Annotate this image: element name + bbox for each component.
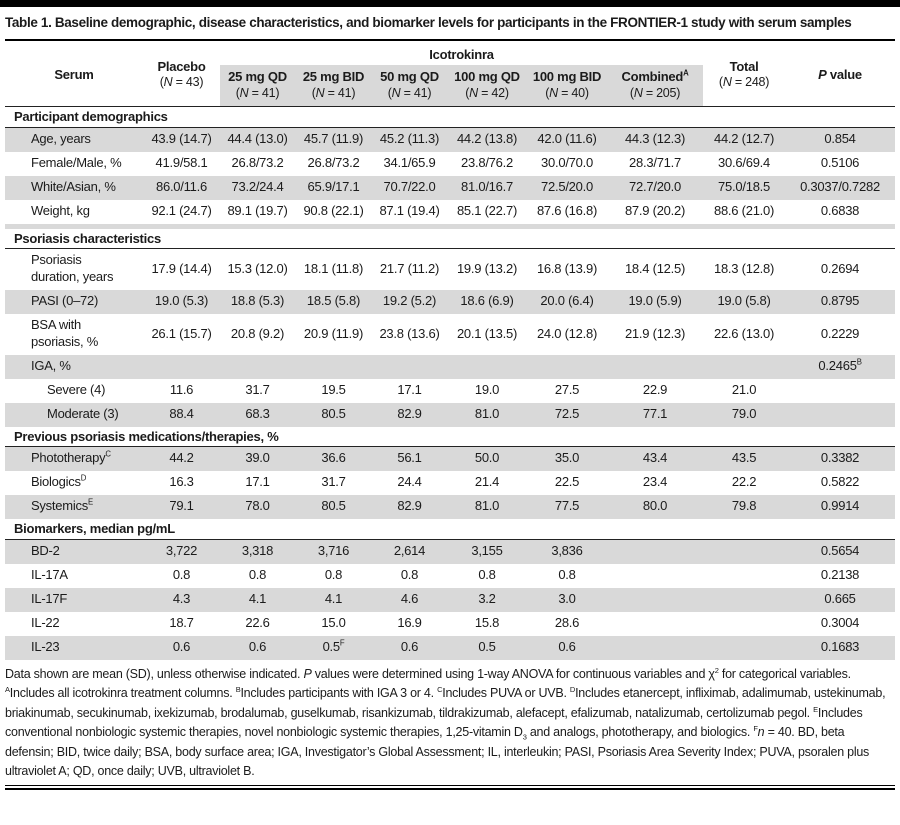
col-n: (N = 41) <box>235 85 280 100</box>
cell: 18.1 (11.8) <box>303 260 364 276</box>
col-header-100qd <box>447 65 527 106</box>
cell: 3.0 <box>527 588 607 612</box>
cell: 44.2 (12.7) <box>703 128 785 152</box>
cell: 87.6 (16.8) <box>536 202 598 218</box>
cell: 22.2 <box>731 474 757 490</box>
cell: 89.1 (19.7) <box>227 202 288 218</box>
p-value-cell: 0.2229 <box>820 325 860 341</box>
cell: 0.6 <box>372 636 447 660</box>
col-n: (N = 43) <box>159 75 204 90</box>
cell <box>607 564 703 588</box>
p-value-cell: 0.2138 <box>820 566 860 582</box>
cell: 17.9 (14.4) <box>151 260 212 276</box>
col-header-50qd <box>372 65 447 106</box>
row-label: Phototherapy$^C$ <box>5 447 143 471</box>
table-body <box>5 107 895 660</box>
table-row <box>5 471 895 495</box>
cell: 3.2 <box>447 588 527 612</box>
cell: 30.6/69.4 <box>718 154 771 170</box>
cell <box>220 355 295 379</box>
col-label: Combined$^A$ <box>621 68 689 85</box>
table-row <box>5 495 895 519</box>
cell: 44.4 (13.0) <box>220 128 295 152</box>
col-n: (N = 42) <box>465 85 509 100</box>
cell <box>372 355 447 379</box>
title-rule <box>5 39 895 41</box>
col-label: 100 mg QD <box>454 69 520 85</box>
cell: 87.9 (20.2) <box>624 202 686 218</box>
cell: 26.8/73.2 <box>231 154 284 170</box>
cell <box>527 355 607 379</box>
cell: 24.0 (12.8) <box>536 325 598 341</box>
col-label: 25 mg QD <box>228 69 287 85</box>
cell <box>607 355 703 379</box>
p-value-cell: 0.3037/0.7282 <box>785 176 895 200</box>
cell <box>703 636 785 660</box>
cell: 15.0 <box>321 614 346 630</box>
table-row <box>5 403 895 427</box>
col-n: (N = 248) <box>718 75 770 90</box>
cell: $0.5^F$ <box>295 636 372 660</box>
cell: 22.9 <box>642 381 668 397</box>
p-value-cell: 0.5106 <box>820 154 860 170</box>
p-value-cell <box>785 379 895 403</box>
cell: 3,318 <box>220 540 295 564</box>
cell: 19.5 <box>321 381 346 397</box>
cell: 20.9 (11.9) <box>303 325 364 341</box>
cell: 18.5 (5.8) <box>295 290 372 314</box>
cell: 65.9/17.1 <box>295 176 372 200</box>
cell: 22.6 <box>245 614 270 630</box>
section-title: Psoriasis characteristics <box>5 229 895 249</box>
cell: 0.5 <box>447 636 527 660</box>
col-header-25bid <box>295 65 372 106</box>
cell: 85.1 (22.7) <box>456 202 518 218</box>
cell <box>703 355 785 379</box>
table-row <box>5 540 895 564</box>
cell: 28.3/71.7 <box>629 154 681 170</box>
p-value-cell: 0.6838 <box>820 202 860 218</box>
cell: 23.8/76.2 <box>461 154 513 170</box>
p-value-cell <box>785 403 895 427</box>
row-label: Weight, kg <box>31 202 90 218</box>
cell: 27.5 <box>554 381 580 397</box>
table-row <box>5 564 895 588</box>
cell: 79.8 <box>703 495 785 519</box>
cell: 81.0 <box>447 495 527 519</box>
cell: 72.5 <box>527 403 607 427</box>
cell: 21.7 (11.2) <box>379 260 440 276</box>
p-value-cell: 0.9914 <box>785 495 895 519</box>
cell: 18.4 (12.5) <box>624 260 686 276</box>
col-header-p-value: P value <box>785 44 895 107</box>
cell <box>143 355 220 379</box>
row-label: Systemics$^E$ <box>5 495 143 519</box>
row-label: Moderate (3) <box>5 403 143 427</box>
cell: 73.2/24.4 <box>220 176 295 200</box>
col-label: Total <box>729 59 759 75</box>
cell: 42.0 (11.6) <box>527 128 607 152</box>
cell: 87.1 (19.4) <box>379 202 440 218</box>
p-value-cell: 0.3382 <box>785 447 895 471</box>
cell: 45.2 (11.3) <box>372 128 447 152</box>
table-row <box>5 176 895 200</box>
table-row <box>5 588 895 612</box>
cell: 79.1 <box>143 495 220 519</box>
cell: 0.8 <box>324 566 343 582</box>
cell: 31.7 <box>321 474 346 490</box>
cell: 44.3 (12.3) <box>607 128 703 152</box>
cell: 43.5 <box>703 447 785 471</box>
cell: 0.8 <box>478 566 496 582</box>
cell: 23.4 <box>642 474 668 490</box>
p-value-cell: 0.5822 <box>820 474 860 490</box>
cell: 80.5 <box>295 495 372 519</box>
cell: 3,716 <box>295 540 372 564</box>
cell: 4.1 <box>295 588 372 612</box>
group-header-icotrokinra: Icotrokinra <box>429 47 494 62</box>
table-row <box>5 128 895 152</box>
cell: 23.8 (13.6) <box>379 325 440 341</box>
cell: 72.7/20.0 <box>607 176 703 200</box>
cell: 28.6 <box>554 614 580 630</box>
p-value-cell: 0.1683 <box>785 636 895 660</box>
cell: 4.6 <box>372 588 447 612</box>
table-row <box>5 612 895 636</box>
row-label: Severe (4) <box>47 381 106 397</box>
top-rule-bar <box>0 0 900 7</box>
cell: 88.6 (21.0) <box>713 202 775 218</box>
cell: 19.0 <box>474 381 500 397</box>
table-header <box>5 44 895 107</box>
p-value-cell: 0.5654 <box>785 540 895 564</box>
cell: 43.4 <box>607 447 703 471</box>
cell: 44.2 <box>143 447 220 471</box>
cell: 45.7 (11.9) <box>295 128 372 152</box>
table-row <box>5 152 895 176</box>
cell: 0.8 <box>400 566 419 582</box>
cell <box>607 636 703 660</box>
col-label: 25 mg BID <box>302 69 365 85</box>
section-header-row <box>5 229 895 249</box>
col-label: Placebo <box>157 59 206 75</box>
row-label: Female/Male, % <box>31 154 122 170</box>
col-header-combined <box>607 65 703 106</box>
cell: 19.9 (13.2) <box>456 260 518 276</box>
cell: 56.1 <box>372 447 447 471</box>
cell: 81.0 <box>447 403 527 427</box>
page <box>0 15 900 790</box>
col-header-placebo <box>143 44 220 107</box>
baseline-characteristics-table <box>5 44 895 660</box>
p-value-cell: 0.3004 <box>820 614 860 630</box>
table-row <box>5 249 895 290</box>
cell <box>607 540 703 564</box>
cell: 0.6 <box>220 636 295 660</box>
cell <box>703 612 785 636</box>
cell <box>703 540 785 564</box>
bottom-rule <box>5 785 895 790</box>
cell: 44.2 (13.8) <box>447 128 527 152</box>
cell: 17.1 <box>397 381 422 397</box>
cell: 77.5 <box>527 495 607 519</box>
cell <box>703 564 785 588</box>
cell: 90.8 (22.1) <box>303 202 364 218</box>
cell: 11.6 <box>169 381 194 397</box>
cell: 21.4 <box>474 474 500 490</box>
table-row <box>5 290 895 314</box>
section-header-row <box>5 427 895 447</box>
cell: 68.3 <box>220 403 295 427</box>
cell: 20.0 (6.4) <box>527 290 607 314</box>
table-row <box>5 636 895 660</box>
cell: 3,155 <box>447 540 527 564</box>
cell: 79.0 <box>703 403 785 427</box>
row-label: White/Asian, % <box>5 176 143 200</box>
cell: 19.2 (5.2) <box>372 290 447 314</box>
row-label: IL-23 <box>5 636 143 660</box>
row-label: IL-17A <box>31 566 68 582</box>
cell: 16.3 <box>169 474 194 490</box>
cell: 22.6 (13.0) <box>713 325 775 341</box>
col-header-total <box>703 44 785 107</box>
cell: 39.0 <box>220 447 295 471</box>
cell: 86.0/11.6 <box>143 176 220 200</box>
p-value-cell: 0.2694 <box>820 260 860 276</box>
row-label: BSA with psoriasis, % <box>31 317 99 350</box>
cell: 18.7 <box>169 614 194 630</box>
cell: 19.0 (5.9) <box>607 290 703 314</box>
cell: 75.0/18.5 <box>703 176 785 200</box>
cell: 41.9/58.1 <box>155 154 208 170</box>
cell: 15.3 (12.0) <box>227 260 288 276</box>
cell: 0.6 <box>527 636 607 660</box>
cell: 3,836 <box>527 540 607 564</box>
cell: 43.9 (14.7) <box>143 128 220 152</box>
table-row <box>5 447 895 471</box>
table-row <box>5 355 895 379</box>
cell: 3,722 <box>143 540 220 564</box>
table-row <box>5 314 895 355</box>
row-label: PASI (0–72) <box>5 290 143 314</box>
cell <box>447 355 527 379</box>
cell: 92.1 (24.7) <box>151 202 212 218</box>
section-header-row <box>5 107 895 128</box>
cell: 50.0 <box>447 447 527 471</box>
cell: 72.5/20.0 <box>527 176 607 200</box>
col-n: (N = 41) <box>311 85 356 100</box>
cell: 78.0 <box>220 495 295 519</box>
section-title: Participant demographics <box>5 107 895 128</box>
section-title: Biomarkers, median pg/mL <box>5 519 895 539</box>
cell: 77.1 <box>607 403 703 427</box>
p-value-cell: 0.665 <box>785 588 895 612</box>
cell: 35.0 <box>527 447 607 471</box>
cell: 2,614 <box>372 540 447 564</box>
p-value-cell: 0.8795 <box>785 290 895 314</box>
cell: 20.1 (13.5) <box>456 325 518 341</box>
cell: 34.1/65.9 <box>383 154 436 170</box>
col-label: 50 mg QD <box>380 69 439 85</box>
table-title: Table 1. Baseline demographic, disease characteristics, and biomarker levels for participants in the FRONTIER-1 study with serum samples <box>5 15 852 30</box>
cell: 4.3 <box>143 588 220 612</box>
cell: 0.8 <box>172 566 191 582</box>
cell: 4.1 <box>220 588 295 612</box>
row-label: Age, years <box>5 128 143 152</box>
section-header-row <box>5 519 895 539</box>
col-header-100bid <box>527 65 607 106</box>
cell <box>295 355 372 379</box>
cell: 16.8 (13.9) <box>536 260 598 276</box>
cell: 82.9 <box>372 403 447 427</box>
cell: 30.0/70.0 <box>541 154 593 170</box>
table-row <box>5 379 895 403</box>
cell: 0.6 <box>143 636 220 660</box>
table-row <box>5 200 895 224</box>
cell: 26.1 (15.7) <box>151 325 212 341</box>
row-label: IL-22 <box>31 614 60 630</box>
cell: 21.0 <box>731 381 757 397</box>
col-n: (N = 205) <box>629 85 681 100</box>
cell: 0.8 <box>558 566 576 582</box>
cell: 18.8 (5.3) <box>220 290 295 314</box>
cell: 15.8 <box>474 614 500 630</box>
cell: 21.9 (12.3) <box>624 325 686 341</box>
cell: 81.0/16.7 <box>447 176 527 200</box>
cell: 24.4 <box>397 474 422 490</box>
row-label: BD-2 <box>5 540 143 564</box>
cell: 36.6 <box>295 447 372 471</box>
cell <box>607 588 703 612</box>
cell: 80.5 <box>295 403 372 427</box>
cell: 82.9 <box>372 495 447 519</box>
cell: 16.9 <box>397 614 422 630</box>
col-n: (N = 40) <box>545 85 589 100</box>
cell: 31.7 <box>245 381 270 397</box>
cell <box>703 588 785 612</box>
cell: 17.1 <box>245 474 270 490</box>
col-header-25qd <box>220 65 295 106</box>
col-n: (N = 41) <box>387 85 432 100</box>
cell: 0.8 <box>248 566 267 582</box>
row-label: Biologics$^D$ <box>31 474 87 490</box>
cell: 80.0 <box>607 495 703 519</box>
cell: 22.5 <box>554 474 580 490</box>
row-label: IL-17F <box>5 588 143 612</box>
section-title: Previous psoriasis medications/therapies, % <box>5 427 895 447</box>
cell <box>607 612 703 636</box>
col-label: 100 mg BID <box>532 69 602 85</box>
table-footnote: Data shown are mean (SD), unless otherwise indicated. P values were determined using 1-way ANOVA for continuous variables and $\chi^2$ for categorical variables. $^A$Includes all icotrokinra treatment columns. $^B$Includes participants with IGA 3 or 4. $^C$Includes PUVA or UVB. $^D$Includes etanercept, infliximab, adalimumab, ustekinumab, briakinumab, secukinumab, ixekizumab, brodalumab, guselkumab, risankizumab, tildrakizumab, alefacept, efalizumab, natalizumab, certolizumab pegol. $^E$Includes conventional nonbiologic systemic therapies, novel nonbiologic systemic therapies, 1,25-vitamin $D_3$ and analogs, phototherapy, and biologics. $^F$n = 40. BD, beta defensin; BID, twice daily; BSA, body surface area; IGA, Investigator’s Global Assessment; IL, interleukin; PASI, Psoriasis Area Severity Index; PUVA, psoralen plus ultraviolet A; QD, once daily; UVB, ultraviolet B. <box>5 665 886 778</box>
cell: 18.3 (12.8) <box>713 260 775 276</box>
row-label: Psoriasis duration, years <box>31 252 114 285</box>
header-row-group <box>5 44 895 65</box>
row-label: IGA, % <box>5 355 143 379</box>
cell: 70.7/22.0 <box>372 176 447 200</box>
cell: 88.4 <box>143 403 220 427</box>
cell: 18.6 (6.9) <box>447 290 527 314</box>
p-value-cell: $0.2465^B$ <box>785 355 895 379</box>
cell: 26.8/73.2 <box>307 154 360 170</box>
cell: 20.8 (9.2) <box>230 325 285 341</box>
cell: 19.0 (5.3) <box>143 290 220 314</box>
cell: 19.0 (5.8) <box>703 290 785 314</box>
col-header-serum: Serum <box>5 44 143 107</box>
p-value-cell: 0.854 <box>785 128 895 152</box>
